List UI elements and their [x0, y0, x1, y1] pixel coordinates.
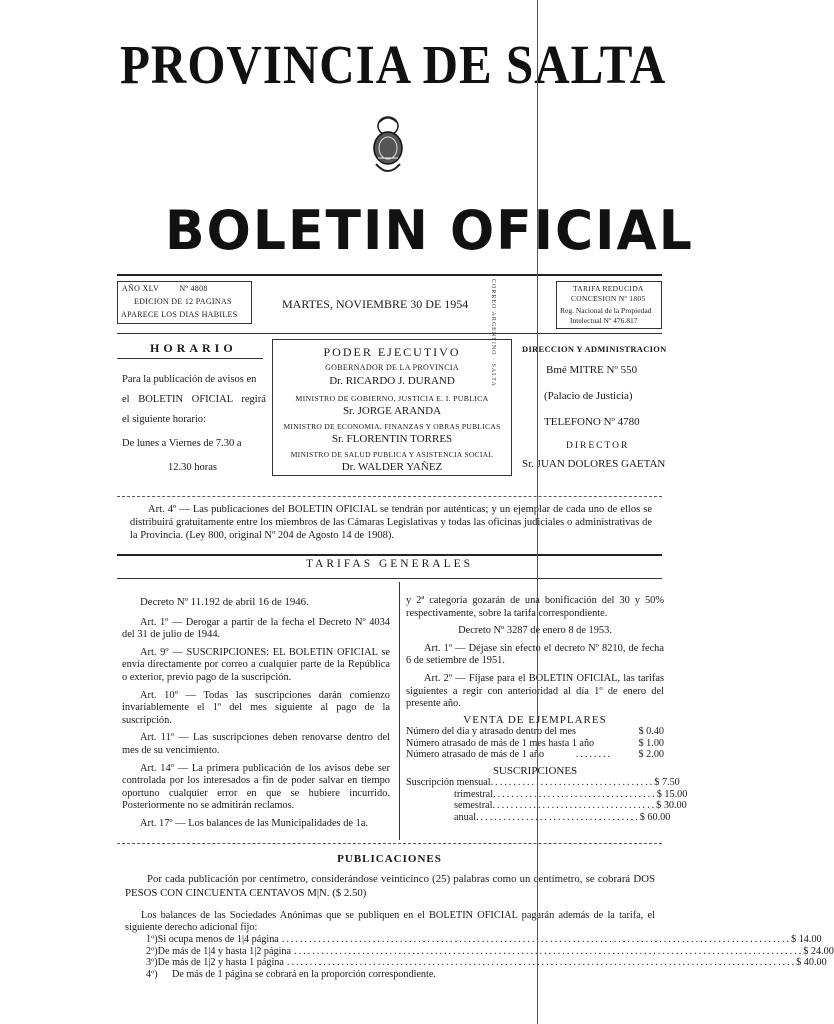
horario-line: el siguiente horario:	[122, 414, 206, 425]
ministro-salud-label: MINISTRO DE SALUD PUBLICA Y ASISTENCIA SOCIAL	[290, 450, 494, 459]
publicaciones-paragraph-1: Por cada publicación por centímetro, considerándose veinticinco (25) palabras como un centímetro, se cobrará DOS PESOS CON CINCUENTA CENTAVOS M|N. ($ 2.50)	[125, 873, 655, 899]
info-top-rule	[117, 274, 662, 276]
ministro-economia-name: Sr. FLORENTIN TORRES	[331, 433, 453, 445]
publicacion-row: 1º) Si ocupa menos de 1|4 página ................................................................................................................ $ 14.00	[146, 934, 822, 945]
art-9-paragraph: Art. 9º — SUSCRIPCIONES: EL BOLETIN OFICIAL se envía directamente por correo a cualquier parte de la República o exterior, previo pago de la suscripción.	[122, 646, 390, 683]
venta-row: Número atrasado de más de 1 año ........ $ 2.00	[406, 749, 664, 761]
publicacion-row: 3º) De más de 1|2 y hasta 1 página ................................................................................................................ $ 40.00	[146, 957, 827, 969]
ministro-gobierno-label: MINISTRO DE GOBIERNO, JUSTICIA E. I. PUBLICA	[295, 394, 489, 403]
registro-label: Reg. Nacional de la Propiedad	[560, 306, 652, 315]
province-title: PROVINCIA DE SALTA	[120, 33, 667, 96]
postal-stamp: CORREO ARGENTINO · SALTA	[490, 279, 496, 387]
publicaciones-title: PUBLICACIONES	[337, 853, 442, 865]
horario-line: De lunes a Viernes de 7.30 a	[122, 438, 242, 449]
suscripciones-title: SUSCRIPCIONES	[492, 764, 578, 777]
ministro-gobierno-name: Sr. JORGE ARANDA	[342, 405, 442, 417]
issue-number: Nº 4808	[179, 284, 208, 293]
suscripciones-table	[406, 777, 688, 823]
tarifas-bottom-rule	[117, 578, 662, 579]
tarifa-label: TARIFA REDUCIDA	[573, 284, 644, 293]
venta-row: Número atrasado de más de 1 mes hasta 1 año $ 1.00	[406, 737, 664, 749]
art-11-paragraph: Art. 11º — Las suscripciones deben renovarse dentro del mes de su vencimiento.	[122, 732, 390, 756]
venta-table	[406, 726, 664, 761]
bonificacion-paragraph: y 2ª categoría gozarán de una bonificación del 30 y 50% respectivamente, sobre la tarifa correspondiente.	[406, 595, 664, 619]
concesion-label: CONCESION Nº 1805	[571, 294, 646, 303]
intelectual-label: Intelectual Nº 476.817	[570, 316, 638, 325]
direccion-title: DIRECCION Y ADMINISTRACION	[522, 344, 667, 354]
column-divider	[399, 582, 400, 840]
director-label: DIRECTOR	[566, 441, 630, 451]
gobernador-label: GOBERNADOR DE LA PROVINCIA	[325, 363, 459, 372]
tariff-box	[556, 281, 662, 329]
publicaciones-rule	[117, 843, 662, 844]
decree-3287: Decreto Nº 3287 de enero 8 de 1953.	[458, 625, 612, 637]
art-1-paragraph: Art. 1º — Derogar a partir de la fecha el Decreto Nº 4034 del 31 de julio de 1944.	[122, 616, 390, 641]
left-column	[122, 596, 390, 836]
pages-label: EDICION DE 12 PAGINAS	[134, 297, 232, 306]
gobernador-name: Dr. RICARDO J. DURAND	[329, 375, 455, 387]
right-column	[406, 595, 688, 823]
poder-title: PODER EJECUTIVO	[323, 345, 461, 359]
year-label: AÑO XLV	[122, 284, 159, 293]
provincial-crest-icon	[368, 112, 408, 178]
publicaciones-paragraph-2: Los balances de las Sociedades Anónimas que se publiquen en el BOLETIN OFICIAL pagarán además de la tarifa, el siguiente derecho adicional fijo:	[125, 910, 655, 933]
issue-date: MARTES, NOVIEMBRE 30 DE 1954	[282, 297, 469, 311]
direccion-place: (Palacio de Justicia)	[544, 390, 633, 402]
suscripcion-row: semestral .................................... $ 30.00	[454, 800, 687, 812]
schedule-label: APARECE LOS DIAS HABILES	[121, 310, 238, 319]
suscripcion-row: Suscripción mensual .................................... $ 7.50	[406, 777, 680, 789]
decree-11192: Decreto Nº 11.192 de abril 16 de 1946.	[140, 596, 309, 608]
art4-paragraph: Art. 4º — Las publicaciones del BOLETIN OFICIAL se tendrán por auténticas; y un ejemplar de cada uno de ellos se distribuirá gratuitamente entre los miembros de las Cámaras Legislativas y todas las oficinas judiciales o administrativas de la Provincia. (Ley 800, original Nº 204 de Agosto 14 de 1908).	[130, 504, 652, 541]
ministro-salud-name: Dr. WALDER YAÑEZ	[341, 461, 443, 473]
info-bottom-rule	[117, 333, 662, 334]
dotted-rule	[117, 496, 662, 497]
horario-line: 12.30 horas	[168, 462, 217, 473]
art-10-paragraph: Art. 10º — Todas las suscripciones darán comienzo invariablemente el 1º del mes siguiente al pago de la suscripción.	[122, 689, 390, 726]
horario-line: Para la publicación de avisos en	[122, 374, 257, 385]
horario-title: HORARIO	[150, 341, 237, 355]
ministro-economia-label: MINISTRO DE ECONOMIA, FINANZAS Y OBRAS PUBLICAS	[283, 422, 501, 431]
bulletin-title: BOLETIN OFICIAL	[165, 199, 694, 263]
edition-box	[117, 281, 252, 324]
art-17-paragraph: Art. 17º — Los balances de las Municipalidades de 1a.	[140, 817, 369, 829]
tarifas-title: TARIFAS GENERALES	[305, 558, 474, 570]
decree-art1: Art. 1º — Déjase sin efecto el decreto Nº 8210, de fecha 6 de setiembre de 1951.	[406, 642, 664, 667]
direccion-address: Bmé MITRE Nº 550	[546, 364, 638, 376]
publicaciones-table	[146, 934, 834, 980]
art-14-paragraph: Art. 14º — La primera publicación de los avisos debe ser controlada por los interesados a fin de poder salvar en tiempo oportuno cualquier error en que se hubiere incurrido. Posteriormente no se admitirán reclamos.	[122, 762, 390, 812]
scan-line	[537, 0, 538, 1024]
horario-rule	[117, 358, 263, 359]
publicacion-row: 2º) De más de 1|4 y hasta 1|2 página ................................................................................................................ $ 24.00	[146, 945, 834, 957]
venta-title: VENTA DE EJEMPLARES	[463, 713, 607, 726]
direccion-phone: TELEFONO Nº 4780	[544, 416, 640, 428]
decree-art2: Art. 2º — Fíjase para el BOLETIN OFICIAL, las tarifas siguientes a regir con anterioridad al día 1º de enero del presente año.	[406, 672, 664, 710]
venta-row: Número del día y atrasado dentro del mes $ 0.40	[406, 726, 664, 738]
publicacion-row: 4º) De más de 1 página se cobrará en la proporción correspondiente.	[146, 968, 436, 980]
suscripcion-row: trimestral .................................... $ 15.00	[454, 788, 688, 800]
director-name: Sr. JUAN DOLORES GAETAN	[522, 458, 666, 470]
suscripcion-row: anual .................................... $ 60.00	[454, 811, 671, 823]
horario-line: el BOLETIN OFICIAL regirá	[122, 394, 266, 405]
tarifas-top-rule	[117, 554, 662, 556]
